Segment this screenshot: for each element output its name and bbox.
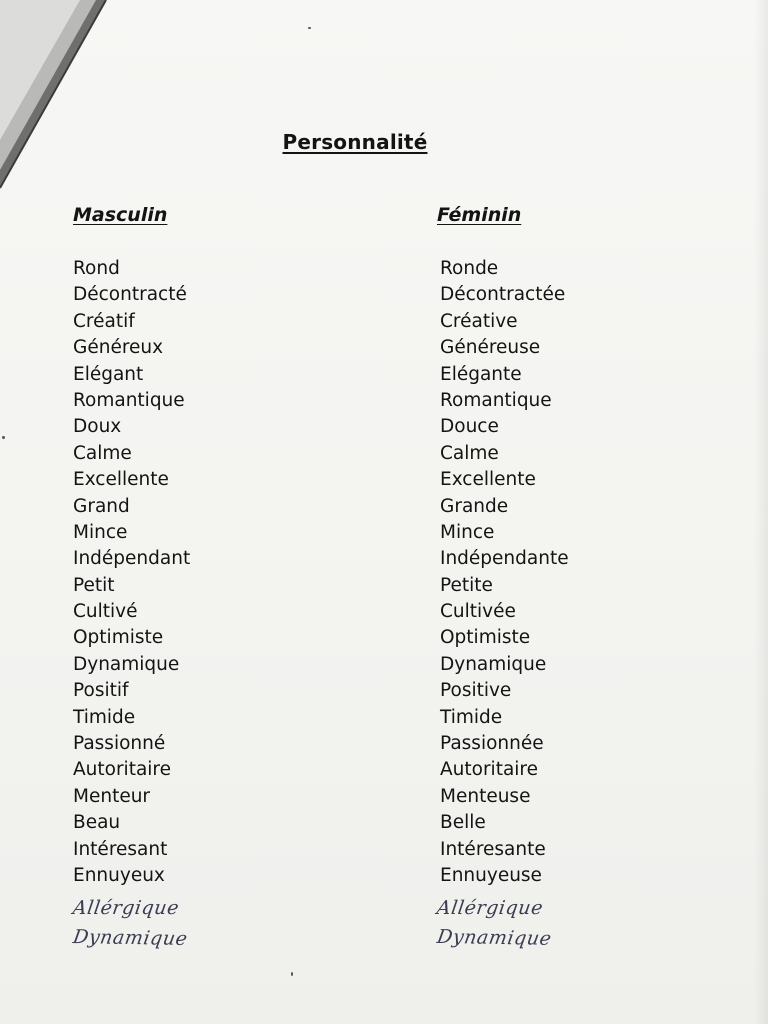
list-item: Calme bbox=[73, 442, 132, 464]
list-item: Timide bbox=[73, 706, 136, 728]
list-item: Décontracté bbox=[73, 284, 187, 306]
list-item: Belle bbox=[440, 812, 486, 834]
list-item: Créatif bbox=[73, 310, 135, 332]
list-item: Romantique bbox=[73, 389, 185, 411]
word-list-masculin bbox=[73, 256, 190, 889]
list-item: Autoritaire bbox=[73, 759, 172, 781]
list-item: Intéresant bbox=[73, 838, 168, 860]
list-item: Intéresante bbox=[440, 838, 546, 860]
list-item: Timide bbox=[440, 706, 503, 728]
word-list-feminin bbox=[437, 256, 569, 889]
column-header-feminin: Féminin bbox=[437, 204, 522, 226]
handwritten-word: Allérgique bbox=[71, 897, 181, 920]
handwritten-list-feminin bbox=[437, 893, 569, 953]
list-item: Généreux bbox=[73, 337, 164, 359]
list-item: Passionnée bbox=[440, 733, 544, 755]
list-item: Romantique bbox=[440, 389, 552, 411]
list-item: Positive bbox=[440, 680, 512, 702]
column-masculin bbox=[73, 202, 190, 953]
column-header-masculin: Masculin bbox=[73, 204, 168, 226]
list-item: Doux bbox=[73, 416, 122, 438]
list-item: Décontractée bbox=[440, 284, 566, 306]
list-item: Petite bbox=[440, 574, 493, 596]
list-item: Excellente bbox=[73, 469, 169, 491]
list-item: Petit bbox=[73, 574, 115, 596]
list-item: Autoritaire bbox=[440, 759, 539, 781]
list-item: Grand bbox=[73, 495, 130, 517]
handwritten-list-masculin bbox=[73, 893, 190, 953]
list-item: Rond bbox=[73, 258, 120, 279]
list-item: Positif bbox=[73, 680, 129, 702]
handwritten-word: Dynamique bbox=[71, 926, 190, 951]
list-item: Passionné bbox=[73, 733, 166, 755]
list-item: Elégant bbox=[73, 363, 144, 385]
list-item: Menteur bbox=[73, 785, 151, 807]
list-item: Généreuse bbox=[440, 337, 541, 359]
list-item: Beau bbox=[73, 812, 121, 834]
column-feminin bbox=[437, 202, 569, 953]
paper-speck bbox=[308, 27, 311, 29]
list-item: Dynamique bbox=[440, 653, 547, 675]
list-item: Ennuyeux bbox=[73, 864, 165, 886]
list-item: Calme bbox=[440, 442, 499, 464]
handwritten-word: Allérgique bbox=[435, 897, 545, 920]
list-item: Indépendant bbox=[73, 548, 191, 570]
list-item: Douce bbox=[440, 416, 499, 438]
list-item: Ennuyeuse bbox=[440, 864, 542, 886]
list-item: Elégante bbox=[440, 363, 522, 385]
list-item: Grande bbox=[440, 495, 509, 517]
list-item: Ronde bbox=[440, 258, 499, 279]
paper-speck bbox=[2, 436, 5, 439]
list-item: Cultivé bbox=[73, 601, 138, 623]
paper-speck bbox=[291, 972, 293, 976]
list-item: Optimiste bbox=[73, 627, 164, 649]
handwritten-word: Dynamique bbox=[435, 926, 554, 951]
page-edge-shadow bbox=[754, 0, 768, 1024]
list-item: Excellente bbox=[440, 469, 536, 491]
list-item: Créative bbox=[440, 310, 518, 332]
list-item: Mince bbox=[440, 521, 495, 543]
page-corner-shadow bbox=[0, 0, 110, 190]
list-item: Optimiste bbox=[440, 627, 531, 649]
list-item: Mince bbox=[73, 521, 128, 543]
page-title: Personnalité bbox=[282, 130, 428, 154]
list-item: Indépendante bbox=[440, 548, 569, 570]
list-item: Menteuse bbox=[440, 785, 531, 807]
list-item: Cultivée bbox=[440, 601, 516, 623]
list-item: Dynamique bbox=[73, 653, 180, 675]
